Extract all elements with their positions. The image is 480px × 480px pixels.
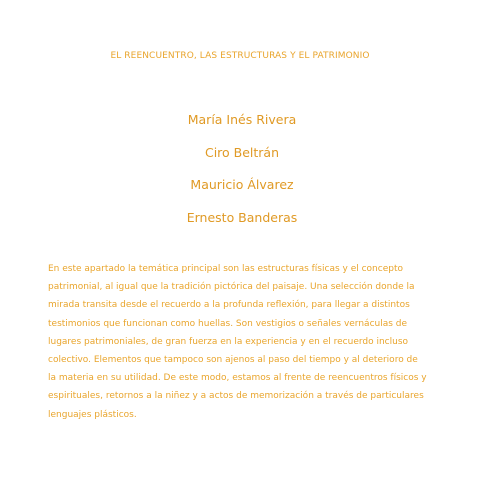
body-line: colectivo. Elementos que tampoco son ajenos al paso del tiempo y al deterioro de (48, 355, 418, 366)
body-line: patrimonial, al igual que la tradición pictórica del paisaje. Una selección donde la (48, 282, 415, 293)
body-line: lugares patrimoniales, de gran fuerza en la experiencia y en el recuerdo incluso (48, 336, 409, 347)
body-line: lenguajes plásticos. (48, 409, 137, 420)
body-line: la materia en su utilidad. De este modo, estamos al frente de reencuentros físicos y (48, 373, 427, 384)
body-line: testimonios que funcionan como huellas. Son vestigios o señales vernáculas de (48, 318, 408, 329)
author-name: Ciro Beltrán (204, 144, 280, 160)
body-line: En este apartado la temática principal son las estructuras físicas y el concepto (48, 264, 403, 274)
body-line: mirada transita desde el recuerdo a la profunda reflexión, para llegar a distintos (48, 300, 410, 311)
body-paragraph (48, 260, 438, 424)
section-title: EL REENCUENTRO, LAS ESTRUCTURAS Y EL PATRIMONIO (110, 51, 370, 61)
author-list (0, 110, 480, 240)
author-name: Mauricio Álvarez (190, 177, 294, 192)
author-name: Ernesto Banderas (186, 209, 298, 225)
body-line: espirituales, retornos a la niñez y a actos de memorización a través de particulares (48, 391, 424, 402)
author-name: María Inés Rivera (187, 112, 297, 127)
